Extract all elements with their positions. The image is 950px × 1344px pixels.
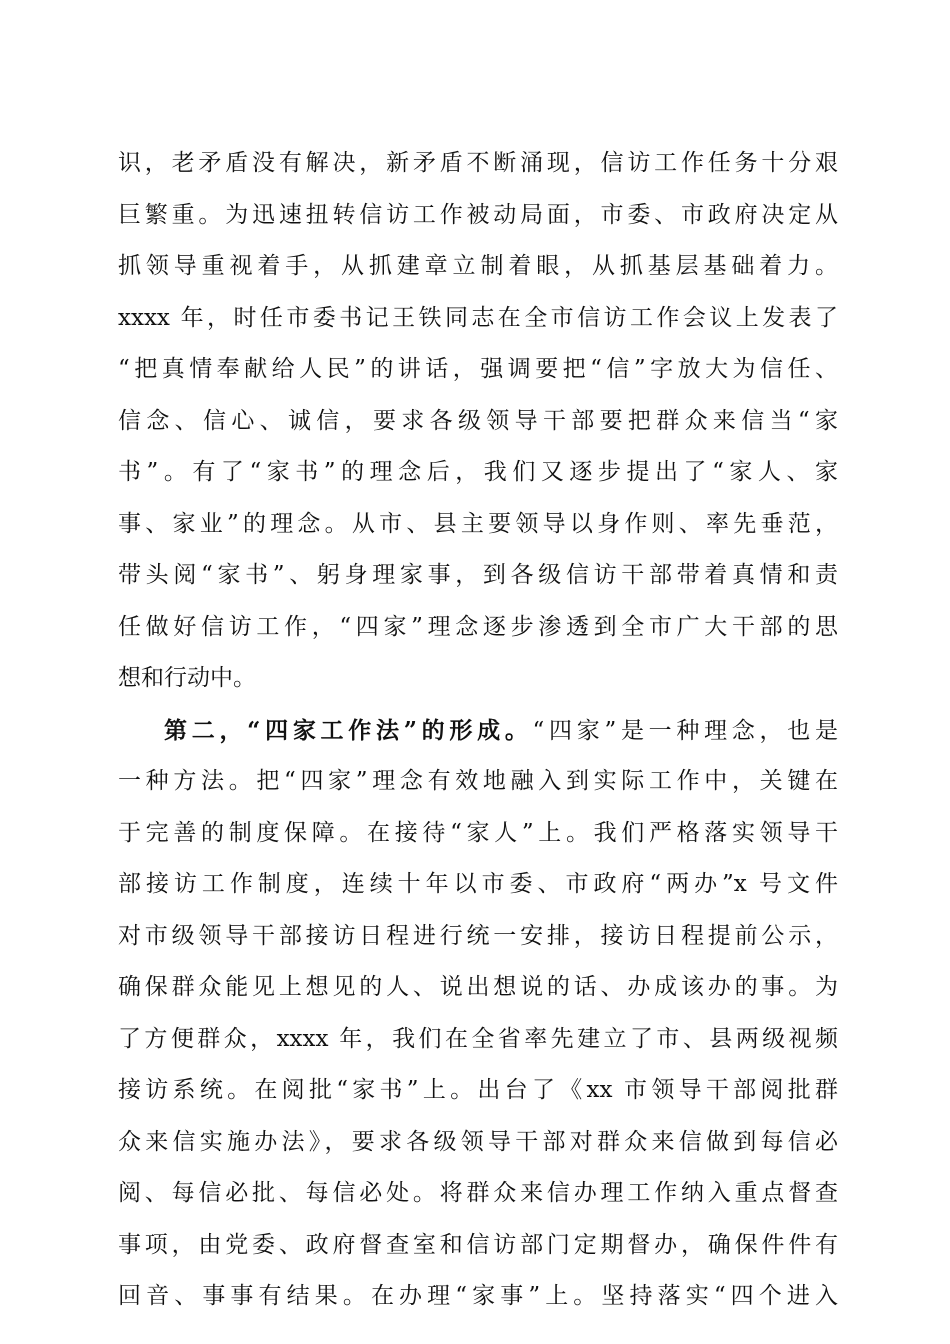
text-line: 接访系统。在阅批“家书”上。出台了《xx 市领导干部阅批群 [118, 1077, 838, 1103]
text-line: 带头阅“家书”、躬身理家事，到各级信访干部带着真情和责 [118, 562, 838, 588]
text-line: 任做好信访工作，“四家”理念逐步渗透到全市广大干部的思 [118, 613, 838, 640]
text-line: 事项，由党委、政府督查室和信访部门定期督办，确保件件有 [118, 1231, 838, 1258]
section-heading: 第二，“四家工作法”的形成。 [164, 716, 533, 744]
text-span: “四家”是一种理念，也是 [532, 717, 838, 744]
text-line: 想和行动中。 [118, 665, 256, 691]
text-line: 众来信实施办法》，要求各级领导干部对群众来信做到每信必 [118, 1128, 838, 1155]
text-line: 对市级领导干部接访日程进行统一安排，接访日程提前公示， [118, 922, 838, 949]
text-line: 信念、信心、诚信，要求各级领导干部要把群众来信当“家 [118, 407, 838, 434]
text-line: “把真情奉献给人民”的讲话，强调要把“信”字放大为信任、 [118, 356, 838, 382]
text-line: 部接访工作制度，连续十年以市委、市政府“两办”x 号文件 [118, 871, 838, 897]
paragraph-1 [118, 138, 838, 705]
text-line: 了方便群众，xxxx 年，我们在全省率先建立了市、县两级视频 [118, 1025, 838, 1052]
text-line: 识，老矛盾没有解决，新矛盾不断涌现，信访工作任务十分艰 [118, 150, 838, 176]
text-line: 书”。有了“家书”的理念后，我们又逐步提出了“家人、家 [118, 459, 838, 485]
document-body [118, 138, 838, 1323]
text-line: 抓领导重视着手，从抓建章立制着眼，从抓基层基础着力。 [118, 253, 838, 279]
text-line: 一种方法。把“四家”理念有效地融入到实际工作中，关键在 [118, 768, 838, 794]
text-line: xxxx 年，时任市委书记王铁同志在全市信访工作会议上发表了 [118, 304, 838, 331]
paragraph-2 [118, 705, 838, 1323]
paragraph-first-line [118, 705, 838, 757]
text-line: 确保群众能见上想见的人、说出想说的话、办成该办的事。为 [118, 974, 838, 1000]
text-line: 巨繁重。为迅速扭转信访工作被动局面，市委、市政府决定从 [118, 201, 838, 228]
text-line: 回音、事事有结果。在办理“家事”上。坚持落实“四个进入 [118, 1283, 838, 1309]
text-line: 于完善的制度保障。在接待“家人”上。我们严格落实领导干 [118, 819, 838, 846]
text-line: 阅、每信必批、每信必处。将群众来信办理工作纳入重点督查 [118, 1180, 838, 1206]
text-line: 事、家业”的理念。从市、县主要领导以身作则、率先垂范， [118, 510, 838, 537]
